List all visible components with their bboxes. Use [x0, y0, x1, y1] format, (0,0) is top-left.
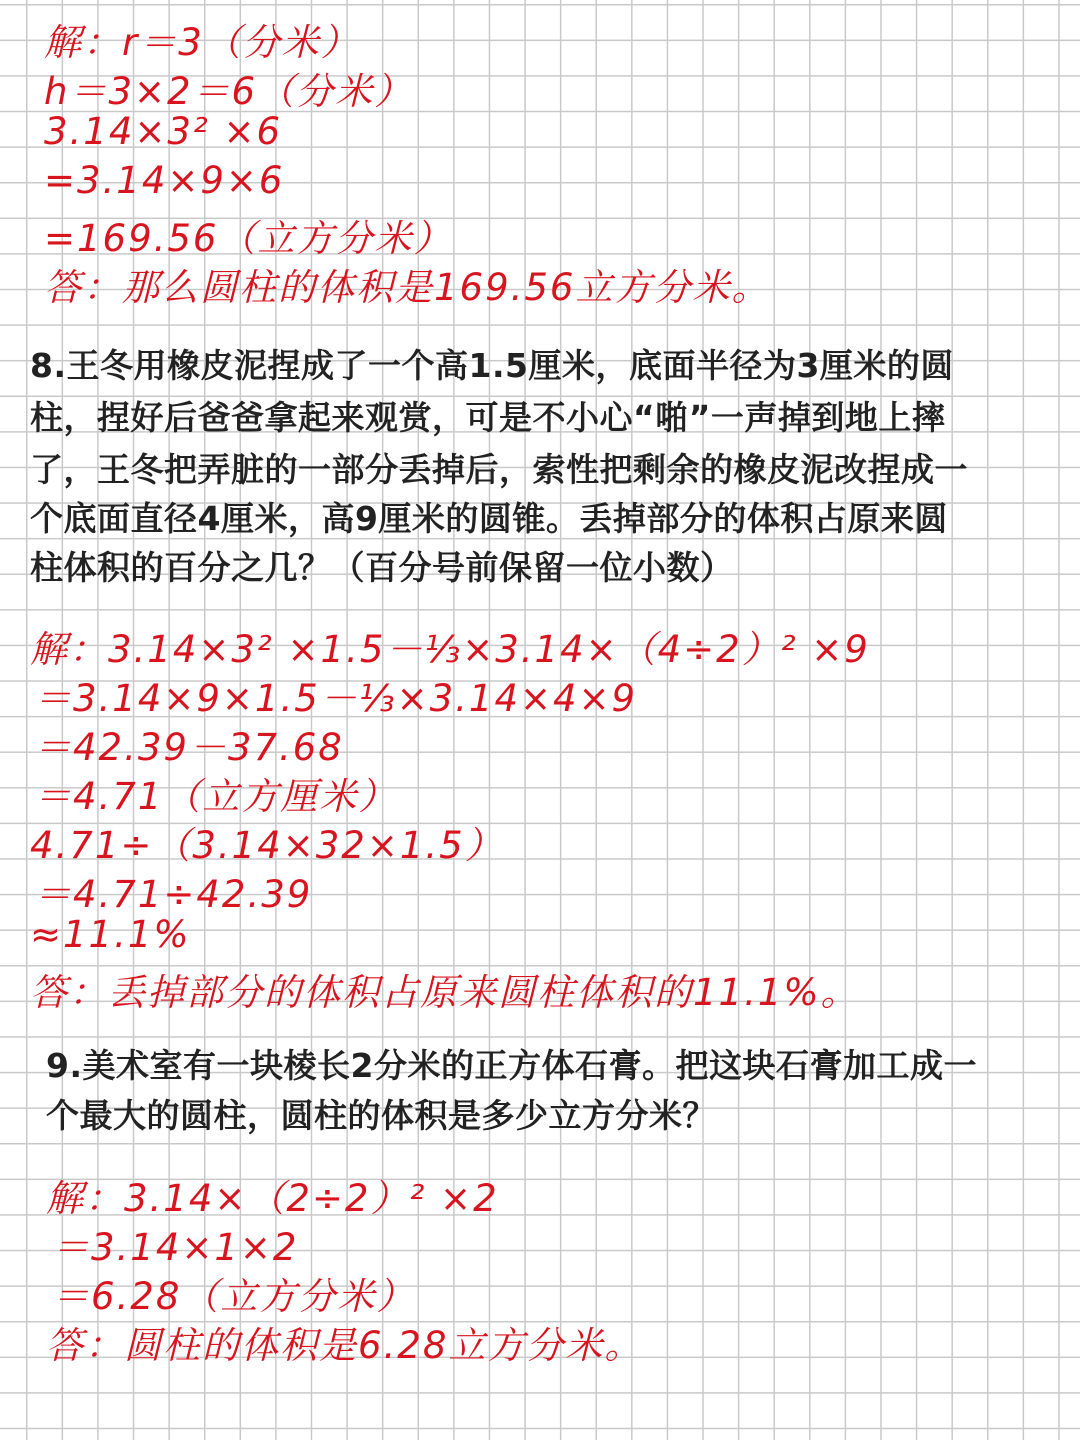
solution-line: 解：3.14×（2÷2）² ×2 — [46, 1177, 499, 1220]
question-8-line: 了，王冬把弄脏的一部分丢掉后，索性把剩余的橡皮泥改捏成一 — [30, 450, 968, 489]
answer-line: 答：丢掉部分的体积占原来圆柱体积的11.1%。 — [30, 971, 860, 1014]
question-8-line: 个底面直径4厘米，高9厘米的圆锥。丢掉部分的体积占原来圆 — [30, 499, 948, 538]
solution-line: h＝3×2＝6（分米） — [44, 70, 414, 113]
question-9-line: 9.美术室有一块棱长2分米的正方体石膏。把这块石膏加工成一 — [46, 1046, 977, 1085]
question-8-line: 8.王冬用橡皮泥捏成了一个高1.5厘米，底面半径为3厘米的圆 — [30, 346, 954, 385]
solution-line: =169.56（立方分米） — [44, 217, 453, 260]
question-9-line: 个最大的圆柱，圆柱的体积是多少立方分米？ — [46, 1096, 716, 1135]
solution-line: ＝4.71÷42.39 — [34, 873, 313, 916]
question-8-line: 柱，捏好后爸爸拿起来观赏，可是不小心“啪”一声掉到地上摔 — [30, 398, 946, 437]
solution-line: 解：3.14×3² ×1.5－⅓×3.14×（4÷2）² ×9 — [30, 628, 870, 671]
solution-line: ＝3.14×1×2 — [52, 1226, 299, 1269]
solution-line: ≈11.1% — [30, 913, 191, 956]
question-8-line: 柱体积的百分之几？（百分号前保留一位小数） — [30, 548, 734, 587]
answer-line: 答：圆柱的体积是6.28立方分米。 — [46, 1324, 644, 1367]
solution-line: 3.14×3² ×6 — [44, 110, 283, 153]
solution-line: ＝4.71（立方厘米） — [34, 775, 398, 818]
solution-line: 4.71÷（3.14×32×1.5） — [30, 824, 504, 867]
solution-line: =3.14×9×6 — [44, 159, 285, 202]
solution-line: 解：r＝3（分米） — [44, 21, 360, 64]
answer-line: 答：那么圆柱的体积是169.56立方分米。 — [44, 266, 771, 309]
solution-line: ＝3.14×9×1.5－⅓×3.14×4×9 — [34, 677, 638, 720]
solution-line: ＝6.28（立方分米） — [52, 1275, 416, 1318]
solution-line: ＝42.39－37.68 — [34, 726, 344, 769]
